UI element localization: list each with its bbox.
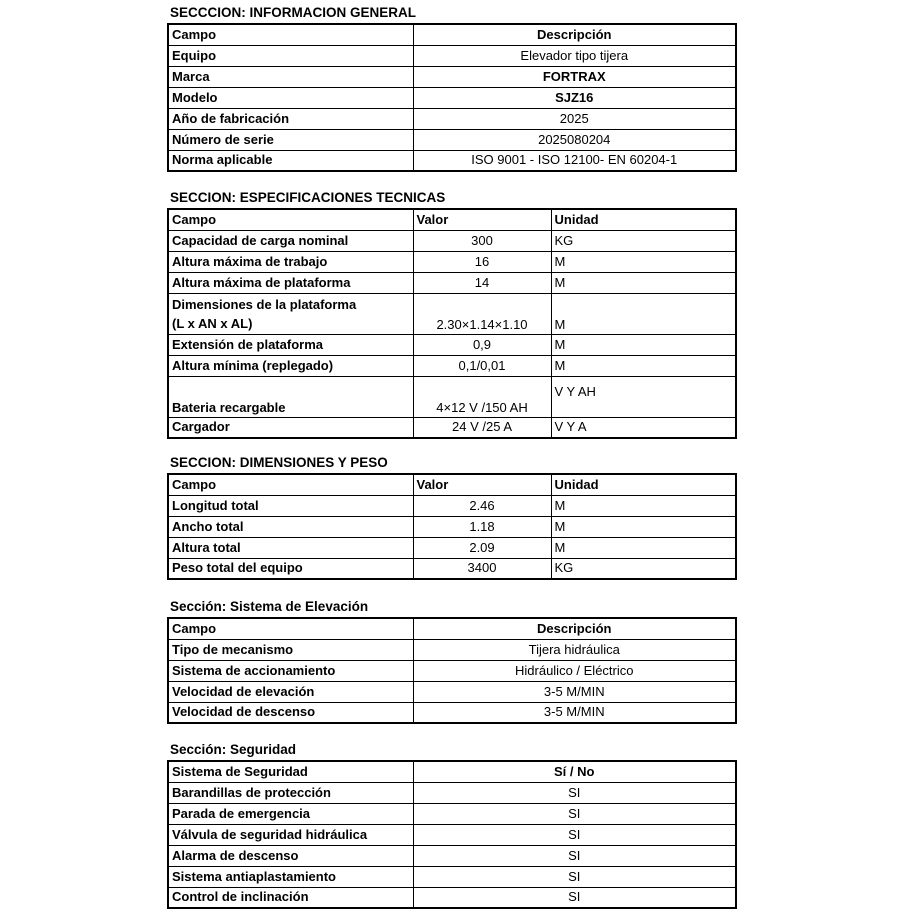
- field-value: Tijera hidráulica: [413, 639, 736, 660]
- header-cell: Campo: [168, 618, 413, 639]
- table-row: [168, 293, 736, 334]
- header-cell: Unidad: [551, 474, 736, 495]
- field-value: 3-5 M/MIN: [413, 702, 736, 723]
- dims-table: [167, 473, 737, 580]
- table-row: [168, 782, 736, 803]
- header-cell: Descripción: [413, 618, 736, 639]
- table-row: [168, 45, 736, 66]
- table-row: [168, 230, 736, 251]
- field-label: Capacidad de carga nominal: [168, 230, 413, 251]
- field-unit: V Y AH: [551, 376, 736, 417]
- table-header-row: [168, 209, 736, 230]
- header-cell: Sistema de Seguridad: [168, 761, 413, 782]
- field-value: 2.46: [413, 495, 551, 516]
- field-value: 16: [413, 251, 551, 272]
- table-row: [168, 845, 736, 866]
- field-label: Velocidad de descenso: [168, 702, 413, 723]
- field-value: FORTRAX: [413, 66, 736, 87]
- field-label: Año de fabricación: [168, 108, 413, 129]
- field-value: 2.30×1.14×1.10: [413, 293, 551, 334]
- section-title-safety: Sección: Seguridad: [170, 742, 297, 757]
- field-value: 2025080204: [413, 129, 736, 150]
- section-title-specs: SECCION: ESPECIFICACIONES TECNICAS: [170, 190, 446, 205]
- field-unit: M: [551, 537, 736, 558]
- field-label: Bateria recargable: [168, 376, 413, 417]
- field-unit: M: [551, 272, 736, 293]
- table-row: [168, 251, 736, 272]
- field-label: Altura máxima de plataforma: [168, 272, 413, 293]
- field-unit: M: [551, 293, 736, 334]
- field-value: 14: [413, 272, 551, 293]
- table-row: [168, 887, 736, 908]
- field-value: SI: [413, 866, 736, 887]
- field-label: Alarma de descenso: [168, 845, 413, 866]
- table-row: [168, 150, 736, 171]
- table-row: [168, 87, 736, 108]
- field-value: 300: [413, 230, 551, 251]
- field-value: 0,1/0,01: [413, 355, 551, 376]
- table-row: [168, 866, 736, 887]
- section-title-dims: SECCION: DIMENSIONES Y PESO: [170, 455, 388, 470]
- field-value: 3-5 M/MIN: [413, 681, 736, 702]
- table-row: [168, 355, 736, 376]
- field-label: Tipo de mecanismo: [168, 639, 413, 660]
- table-row: [168, 495, 736, 516]
- table-row: [168, 537, 736, 558]
- table-row: [168, 516, 736, 537]
- field-value: SI: [413, 887, 736, 908]
- field-label: Parada de emergencia: [168, 803, 413, 824]
- header-cell: Unidad: [551, 209, 736, 230]
- specs-table: [167, 208, 737, 439]
- field-label: Sistema antiaplastamiento: [168, 866, 413, 887]
- table-row: [168, 108, 736, 129]
- field-value: 3400: [413, 558, 551, 579]
- table-row: [168, 334, 736, 355]
- field-value: SI: [413, 845, 736, 866]
- header-cell: Valor: [413, 209, 551, 230]
- section-title-elevation: Sección: Sistema de Elevación: [170, 599, 369, 614]
- field-label: Altura máxima de trabajo: [168, 251, 413, 272]
- field-value: ISO 9001 - ISO 12100- EN 60204-1: [413, 150, 736, 171]
- field-label: Extensión de plataforma: [168, 334, 413, 355]
- table-header-row: [168, 24, 736, 45]
- table-header-row: [168, 474, 736, 495]
- field-label: Marca: [168, 66, 413, 87]
- field-label: Válvula de seguridad hidráulica: [168, 824, 413, 845]
- field-unit: M: [551, 516, 736, 537]
- field-value: SJZ16: [413, 87, 736, 108]
- table-row: [168, 66, 736, 87]
- safety-table: [167, 760, 737, 909]
- field-unit: M: [551, 355, 736, 376]
- field-value: SI: [413, 824, 736, 845]
- field-value: 1.18: [413, 516, 551, 537]
- field-label: Cargador: [168, 417, 413, 438]
- field-value: SI: [413, 803, 736, 824]
- field-label: Equipo: [168, 45, 413, 66]
- field-value: 2.09: [413, 537, 551, 558]
- field-label-line: (L x AN x AL): [172, 315, 253, 331]
- field-unit: M: [551, 334, 736, 355]
- table-row: [168, 660, 736, 681]
- table-header-row: [168, 761, 736, 782]
- header-cell: Campo: [168, 24, 413, 45]
- field-unit: M: [551, 251, 736, 272]
- field-label: Control de inclinación: [168, 887, 413, 908]
- field-label-line: Dimensiones de la plataforma: [172, 296, 357, 312]
- field-label: Altura total: [168, 537, 413, 558]
- field-value: SI: [413, 782, 736, 803]
- field-value: 24 V /25 A: [413, 417, 551, 438]
- field-label: [168, 293, 413, 334]
- table-row: [168, 803, 736, 824]
- field-label: Altura mínima (replegado): [168, 355, 413, 376]
- field-label: Longitud total: [168, 495, 413, 516]
- header-cell: Descripción: [413, 24, 736, 45]
- field-label: Velocidad de elevación: [168, 681, 413, 702]
- field-label: Modelo: [168, 87, 413, 108]
- table-row: [168, 824, 736, 845]
- header-cell: Sí / No: [413, 761, 736, 782]
- field-unit: V Y A: [551, 417, 736, 438]
- elevation-table: [167, 617, 737, 724]
- table-header-row: [168, 618, 736, 639]
- field-label: Norma aplicable: [168, 150, 413, 171]
- field-label: Ancho total: [168, 516, 413, 537]
- header-cell: Valor: [413, 474, 551, 495]
- field-unit: M: [551, 495, 736, 516]
- field-value: 0,9: [413, 334, 551, 355]
- field-value: 2025: [413, 108, 736, 129]
- table-row: [168, 558, 736, 579]
- table-row: [168, 376, 736, 417]
- field-unit: KG: [551, 230, 736, 251]
- field-unit: KG: [551, 558, 736, 579]
- field-label: Sistema de accionamiento: [168, 660, 413, 681]
- section-title-general: SECCCION: INFORMACION GENERAL: [170, 5, 416, 20]
- field-value: Hidráulico / Eléctrico: [413, 660, 736, 681]
- field-value: Elevador tipo tijera: [413, 45, 736, 66]
- table-row: [168, 702, 736, 723]
- general-info-table: [167, 23, 737, 172]
- table-row: [168, 681, 736, 702]
- table-row: [168, 639, 736, 660]
- table-row: [168, 417, 736, 438]
- table-row: [168, 272, 736, 293]
- field-label: Número de serie: [168, 129, 413, 150]
- table-row: [168, 129, 736, 150]
- header-cell: Campo: [168, 474, 413, 495]
- header-cell: Campo: [168, 209, 413, 230]
- field-label: Barandillas de protección: [168, 782, 413, 803]
- field-value: 4×12 V /150 AH: [413, 376, 551, 417]
- field-label: Peso total del equipo: [168, 558, 413, 579]
